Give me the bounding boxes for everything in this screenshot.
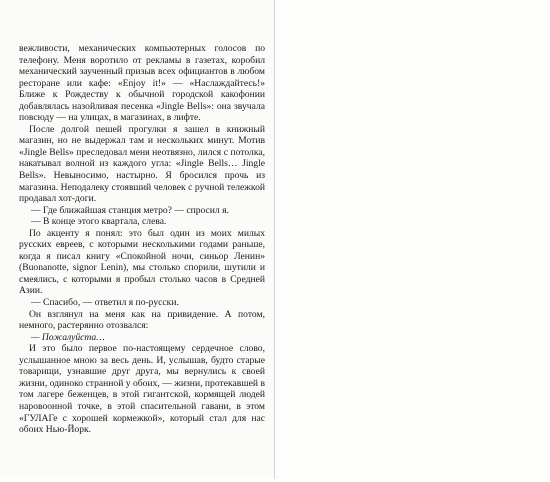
right-page (275, 0, 550, 479)
paragraph: Он взглянул на меня как на привидение. А потом, немного, растерянно отозвался: (19, 308, 265, 332)
italic-reply: — Пожалуйста… (31, 331, 105, 343)
paragraph: И это было первое по-настоящему сердечное слово, услышанное мною за весь день. И, услышав, будто старые товарищи, узнавшие друг друга, мы вернулись к своей жизни, одиноко странной у обоих, — жизни, протекавшей в том лагере беженцев, в этой гигантской, кормящей людей наровоонной точке, в этой спасительной гавани, в этом «ГУЛАГе с хорошей кормежкой», который стал для нас обоих Нью-Йорк. (19, 343, 265, 436)
dialogue-line (19, 332, 265, 344)
paragraph: вежливости, механических компьютерных голосов по телефону. Меня воротило от рекламы в газетах, коробил механический заученный призыв всех официантов в любом ресторане или кафе: «Enjoy it!» — «Наслаждайтесь!» Ближе к Рождеству к обычной городской какофонии добавлялась назойливая песенка «Jingle Bells»: она звучала повсюду — на улицах, в магазинах, в лифте. (19, 43, 265, 124)
left-page (0, 0, 275, 479)
paragraph: После долгой пешей прогулки я зашел в книжный магазин, но не выдержал там и нескольких минут. Мотив «Jingle Bells» преследовал меня неотвязно, лился с потолка, накатывал волной из каждого угла: «Jingle Bells… Jingle Bells». Невыносимо, настырно. Я бросился прочь из магазина. Неподалеку стоявший человек с ручной тележкой продавал хот-доги. (19, 123, 265, 205)
dialogue-line: — Спасибо, — ответил я по-русски. (31, 297, 179, 309)
left-page-text (19, 43, 265, 436)
dialogue-line: — В конце этого квартала, слева. (31, 216, 167, 228)
paragraph: По акценту я понял: это был один из моих милых русских евреев, с которыми несколькими годами раньше, когда я писал книгу «Спокойной ночи, синьор Ленин» (Buonanotte, signor Lenin), мы столько спорили, шутили и смеялись, с которыми я пробыл столько часов в Средней Азии. (19, 227, 265, 297)
dialogue-line: — Где ближайшая станция метро? — спросил я. (31, 204, 229, 216)
